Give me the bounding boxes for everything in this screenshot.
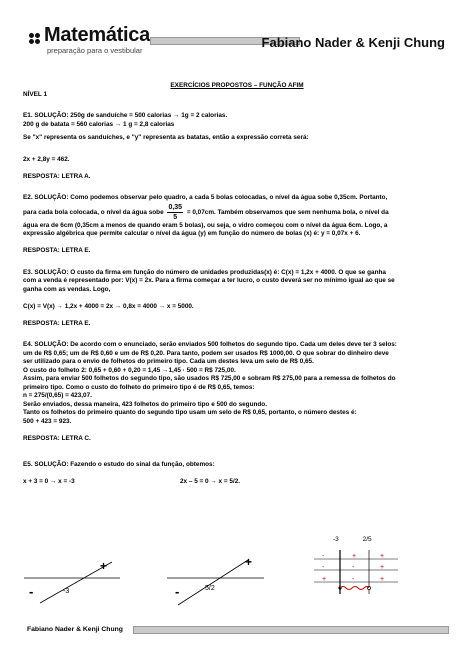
- e4-answer: RESPOSTA: LETRA C.: [23, 434, 91, 442]
- e4-line-2: um de R$ 0,65; um de R$ 0,60 e um de R$ 0,20. Para tanto, podem ser usados R$ 1000,00. O que sobrar do dinheiro deve: [23, 349, 389, 357]
- sign-r2-c2: -: [352, 564, 355, 571]
- e3-answer: RESPOSTA: LETRA E.: [23, 319, 91, 327]
- e1-line-2: 200 g de batata = 560 calorias → 1 g = 2,8 calorias: [23, 120, 175, 128]
- e4-line-9: Tanto os folhetos do primeiro quanto do segundo tipo usam um selo de R$ 0,65, portanto, o número destes é:: [23, 409, 357, 417]
- sign-r3-c3: +: [380, 576, 385, 583]
- sign-r3-c2: -: [352, 576, 355, 583]
- e2-line-1: E2. SOLUÇÃO: Como podemos observar pelo quadro, a cada 5 bolas colocadas, o nível da água sobe 0,35cm. Portanto,: [23, 194, 388, 201]
- graph1-minus-label: -: [29, 584, 34, 599]
- graph1-plus-label: +: [100, 559, 108, 573]
- sign-table-header: [333, 536, 372, 543]
- e4-line-8: Serão enviados, dessa maneira, 423 folhetos do primeiro tipo e 500 do segundo.: [23, 400, 267, 408]
- graph1-root-label: -3: [63, 588, 70, 595]
- e2-line-2-post: = 0,07cm. Também observamos que sem nenhuma bola, o nível da: [186, 208, 389, 216]
- e4-line-7: n = 275/(0,65) = 423,07.: [23, 392, 92, 400]
- e4-line-6: primeiro tipo. Como o custo do folheto do primeiro tipo é de R$ 0,65, temos:: [23, 383, 255, 391]
- e2-fraction-denominator: 5: [173, 213, 178, 221]
- level-heading: NÍVEL 1: [23, 90, 48, 98]
- e4-line-1: E4. SOLUÇÃO: De acordo com o enunciado, serão enviados 500 folhetos do segundo tipo. Cada um deles deve ter 3 selos:: [23, 341, 397, 349]
- e1-equation: 2x + 2,8y = 462.: [23, 155, 70, 163]
- e5-equation-2: 2x – 5 = 0 → x = 5/2.: [180, 478, 241, 486]
- graph2-root-label: 5/2: [205, 585, 215, 592]
- footer-authors: Fabiano Nader & Kenji Chung: [27, 626, 123, 633]
- sign-table-solution-wave: [340, 587, 369, 590]
- sign-study-graphs: [0, 536, 474, 610]
- sign-r1-c3: +: [380, 553, 385, 560]
- sign-graphs-svg: [0, 550, 474, 610]
- e4-line-5: Assim, para enviar 500 folhetos do segundo tipo, são usados R$ 725,00 e sobram R$ 275,00 para a remessa de folhetos do: [23, 375, 396, 383]
- e4-line-4: O custo do folheto 2: 0,65 + 0,60 + 0,20 = 1,45 →1,45 · 500 = R$ 725,00.: [23, 366, 236, 374]
- e2-line-3: água era de 6cm (0,35cm a menos de quando eram 5 bolas), ou seja, o vidro começou com o nível da água 6cm. Logo, a: [23, 221, 388, 229]
- sign-r2-c3: +: [380, 564, 385, 571]
- sign-r2-c1: -: [322, 564, 325, 571]
- graph2-minus-label: -: [175, 584, 180, 599]
- e3-line-1: E3. SOLUÇÃO: O custo da firma em função do número de unidades produzidas(x) é: C(x) = 1,2x + 4000. O que se ganha: [23, 268, 386, 276]
- e2-answer: RESPOSTA: LETRA E.: [23, 247, 91, 255]
- e4-line-10: 500 + 423 = 923.: [23, 417, 72, 425]
- graph2-line: [178, 560, 248, 605]
- e1-answer: RESPOSTA: LETRA A.: [23, 172, 91, 180]
- document-title: EXERCÍCIOS PROPOSTOS – FUNÇÃO AFIM: [170, 82, 304, 89]
- sign-r3-c1: +: [322, 576, 327, 583]
- logo-wordmark: Matemática: [44, 24, 150, 46]
- e4-line-3: ser utilizado para o envio de folhetos do primeiro tipo. Cada um destes leva um selo de R$ 0,65.: [23, 358, 314, 366]
- e2-fraction: [167, 203, 183, 222]
- header-authors: Fabiano Nader & Kenji Chung: [261, 35, 445, 50]
- e1-line-3: Se "x" representa os sanduíches, e "y" representa as batatas, então a expressão correta será:: [23, 134, 309, 141]
- e3-line-3: ganha com as vendas. Logo,: [23, 285, 111, 293]
- e5-line-1: E5. SOLUÇÃO: Fazendo o estudo do sinal da função, obtemos:: [23, 461, 215, 469]
- sign-r1-c1: -: [322, 553, 325, 560]
- e2-line-2-pre: para cada bola colocada, o nível da água sobe: [23, 208, 164, 216]
- document-body: [23, 82, 451, 487]
- sign-table-head-a-label: -3: [333, 536, 339, 543]
- e1-line-1: E1. SOLUÇÃO: 250g de sanduíche = 500 calorias → 1g = 2 calorias.: [23, 112, 228, 119]
- logo-tagline: preparação para o vestibular: [47, 46, 143, 55]
- footer-divider-bar: [133, 626, 449, 634]
- e2-fraction-numerator: 0,35: [168, 203, 183, 211]
- e3-equation: C(x) = V(x) → 1,2x + 4000 = 2x → 0,8x = 4000 → x = 5000.: [23, 302, 194, 310]
- e5-equation-1: x + 3 = 0 → x = -3: [23, 478, 75, 486]
- e5-equations-row: [23, 478, 451, 487]
- logo-dots-icon: [29, 33, 43, 47]
- e2-line-4: expressão algébrica que permite calcular o nível da água (y) em função do número de bolas (x) é: y = 0,07x + 6.: [23, 230, 361, 238]
- e3-line-2: com a venda é representado por: V(x) = 2x. Para a firma começar a ter lucro, o custo deverá ser no mínimo igual ao que se: [23, 277, 395, 285]
- sign-r1-c2: +: [352, 553, 357, 560]
- graph2-plus-label: +: [245, 555, 253, 569]
- page-header: [0, 0, 474, 70]
- sign-table-head-b-label: 2/5: [362, 536, 372, 543]
- e2-line-2: [23, 203, 451, 222]
